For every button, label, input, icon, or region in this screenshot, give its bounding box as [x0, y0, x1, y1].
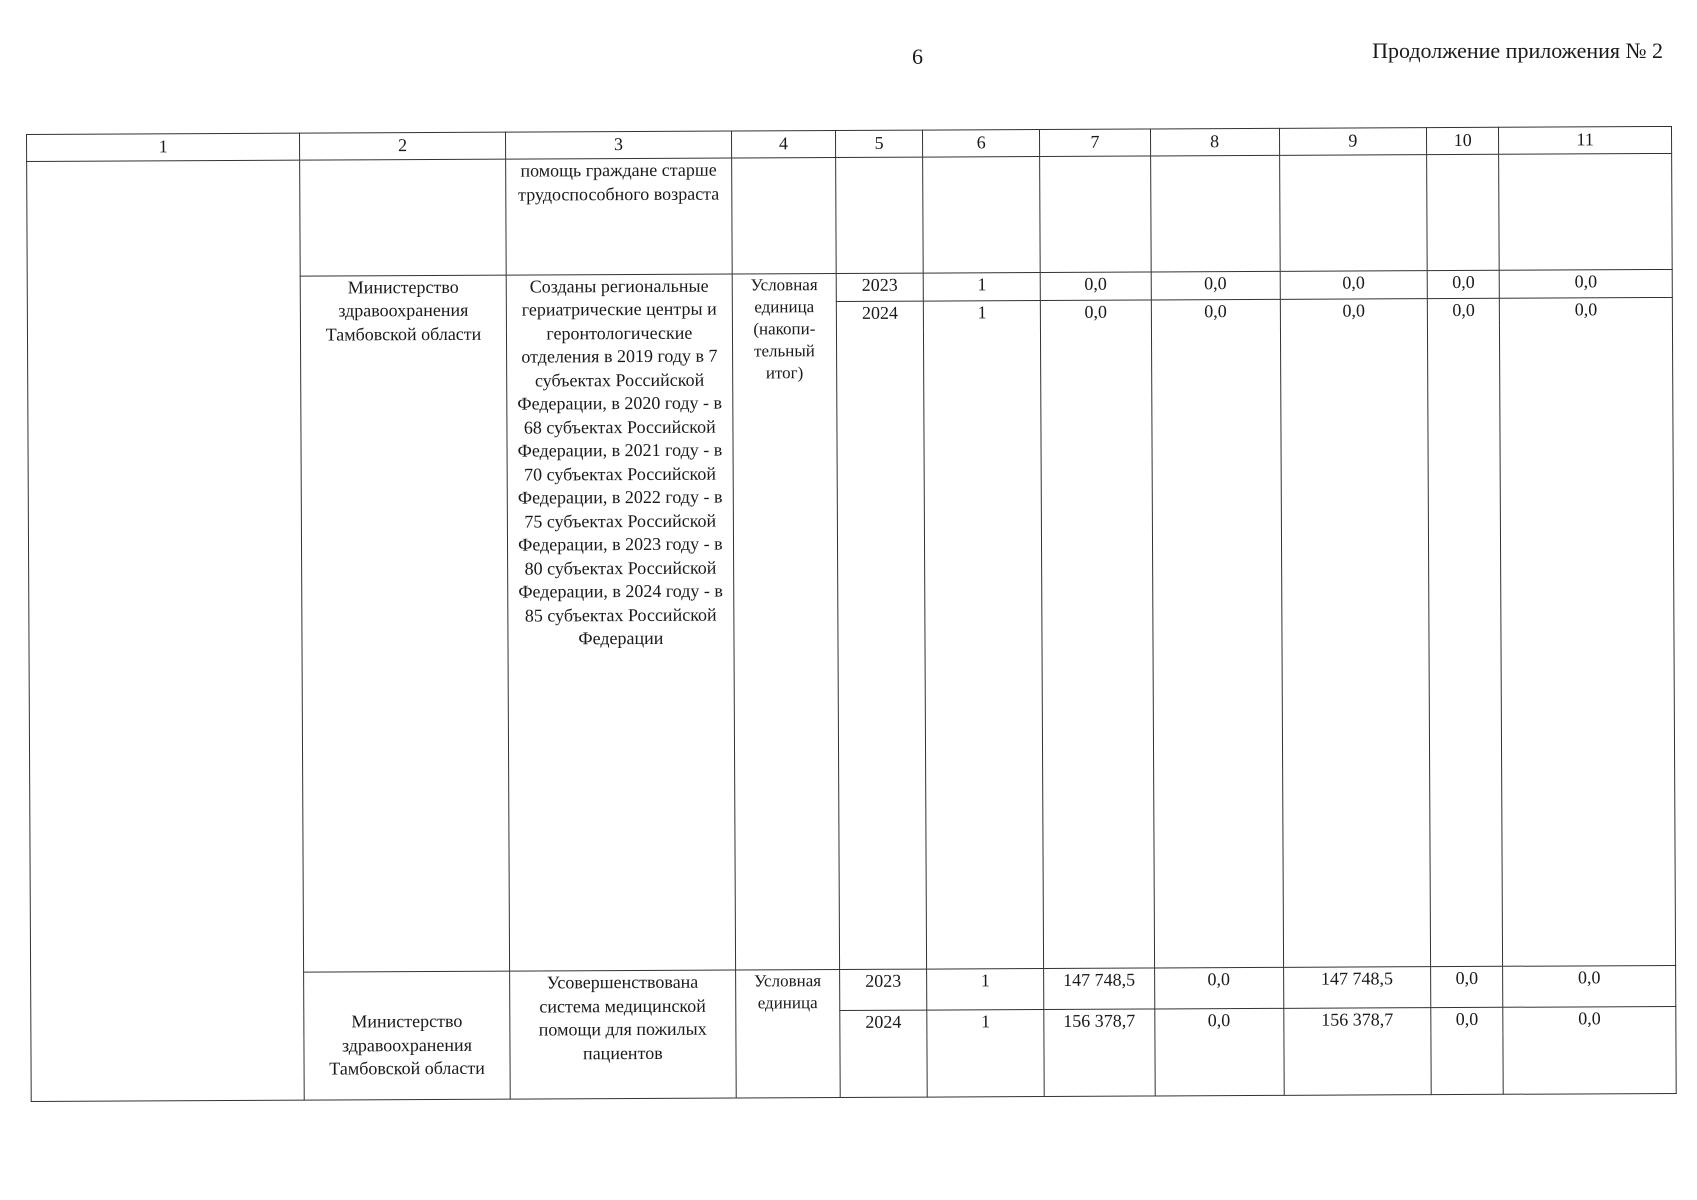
- value-cell-9: 0,0: [1280, 298, 1428, 326]
- table-cell: [1150, 155, 1280, 271]
- value-cell-11: 0,0: [1499, 269, 1672, 298]
- table-cell: [1041, 327, 1155, 969]
- table-cell: [1279, 155, 1427, 272]
- table-cell: [836, 328, 927, 970]
- value-cell-6: 1: [924, 300, 1041, 328]
- table-cell: [732, 158, 836, 274]
- value-cell-11: 0,0: [1500, 297, 1673, 325]
- value-cell-6: 1: [923, 272, 1040, 300]
- table-cell: [1427, 154, 1500, 270]
- table-cell: [923, 157, 1041, 273]
- value-cell-6: 1: [927, 969, 1044, 1010]
- table-cell: [1500, 325, 1676, 967]
- table-cell: [1151, 326, 1283, 968]
- table-cell: [1040, 156, 1151, 272]
- value-cell-10: 0,0: [1431, 967, 1503, 1008]
- table-cell: [300, 159, 506, 276]
- col-header-6: 6: [923, 130, 1040, 158]
- value-cell-8: 0,0: [1151, 299, 1280, 327]
- table-cell: [924, 328, 1044, 970]
- col-header-10: 10: [1427, 127, 1499, 154]
- table-cell: [835, 157, 923, 273]
- table-cell: [1283, 1035, 1431, 1096]
- value-cell-10: 0,0: [1431, 1007, 1503, 1035]
- unit-cell: Условная единица (накопи-тельный итог): [732, 273, 839, 970]
- col-header-5: 5: [835, 130, 923, 157]
- col-header-7: 7: [1040, 129, 1151, 157]
- value-cell-8: 0,0: [1154, 968, 1283, 1009]
- value-cell-10: 0,0: [1427, 298, 1499, 326]
- value-cell-10: 0,0: [1427, 270, 1499, 298]
- program-table: [26, 126, 1677, 1102]
- table-cell: [840, 1037, 928, 1097]
- value-cell-9: 147 748,5: [1283, 967, 1431, 1008]
- col-header-9: 9: [1279, 128, 1427, 156]
- value-cell-9: 0,0: [1280, 270, 1428, 299]
- value-cell-7: 156 378,7: [1044, 1009, 1155, 1037]
- continuation-description: помощь граждане старше трудоспособного возраста: [505, 158, 732, 275]
- value-cell-9: 156 378,7: [1283, 1007, 1431, 1035]
- value-cell-7: 0,0: [1041, 300, 1152, 328]
- unit-cell: Условная единица: [736, 970, 840, 1098]
- year-cell: 2023: [839, 969, 927, 1010]
- value-cell-11: 0,0: [1503, 1006, 1676, 1034]
- table-cell: [1499, 153, 1672, 270]
- year-cell: 2024: [836, 301, 924, 329]
- ministry-cell: Министерство здравоохранения Тамбовской области: [304, 971, 510, 1100]
- col1-empty-cell: [27, 160, 305, 1101]
- page-number: 6: [912, 44, 923, 69]
- table-cell: [1503, 1033, 1676, 1094]
- year-cell: 2024: [840, 1010, 928, 1038]
- table-cell: [1280, 326, 1431, 968]
- value-cell-7: 0,0: [1040, 272, 1151, 300]
- value-cell-6: 1: [927, 1009, 1044, 1037]
- col-header-8: 8: [1150, 128, 1279, 156]
- result-description: Созданы региональные гериатрические центры и геронтологические отделения в 2019 году в 7 субъектах Российской Федерации, в 2020 году - в 68 субъектах Российской Федерации, в 2021 году - в 70 субъектах Российской Федерации, в 2022 году - в 75 субъектах Российской Федерации, в 2023 году - в 80 субъектах Российской Федерации, в 2024 году - в 85 субъектах Российской Федерации: [506, 274, 736, 972]
- table-cell: [1044, 1036, 1155, 1097]
- table-row: [27, 153, 1673, 277]
- table-cell: [1428, 325, 1503, 966]
- col-header-3: 3: [505, 131, 731, 159]
- year-cell: 2023: [836, 273, 924, 301]
- value-cell-8: 0,0: [1151, 271, 1280, 300]
- col-header-2: 2: [300, 132, 506, 160]
- table-cell: [1431, 1034, 1503, 1094]
- ministry-cell: Министерство здравоохранения Тамбовской области: [300, 275, 509, 972]
- table-cell: [927, 1037, 1044, 1098]
- col-header-1: 1: [27, 133, 300, 161]
- appendix-label: Продолжение приложения № 2: [1372, 38, 1663, 63]
- col-header-4: 4: [731, 131, 835, 159]
- value-cell-7: 147 748,5: [1044, 968, 1155, 1009]
- table-cell: [1155, 1035, 1284, 1096]
- value-cell-8: 0,0: [1154, 1008, 1283, 1036]
- value-cell-11: 0,0: [1503, 966, 1676, 1007]
- result-description: Усовершенствована система медицинской помощи для пожилых пациентов: [509, 970, 736, 1099]
- col-header-11: 11: [1499, 126, 1672, 154]
